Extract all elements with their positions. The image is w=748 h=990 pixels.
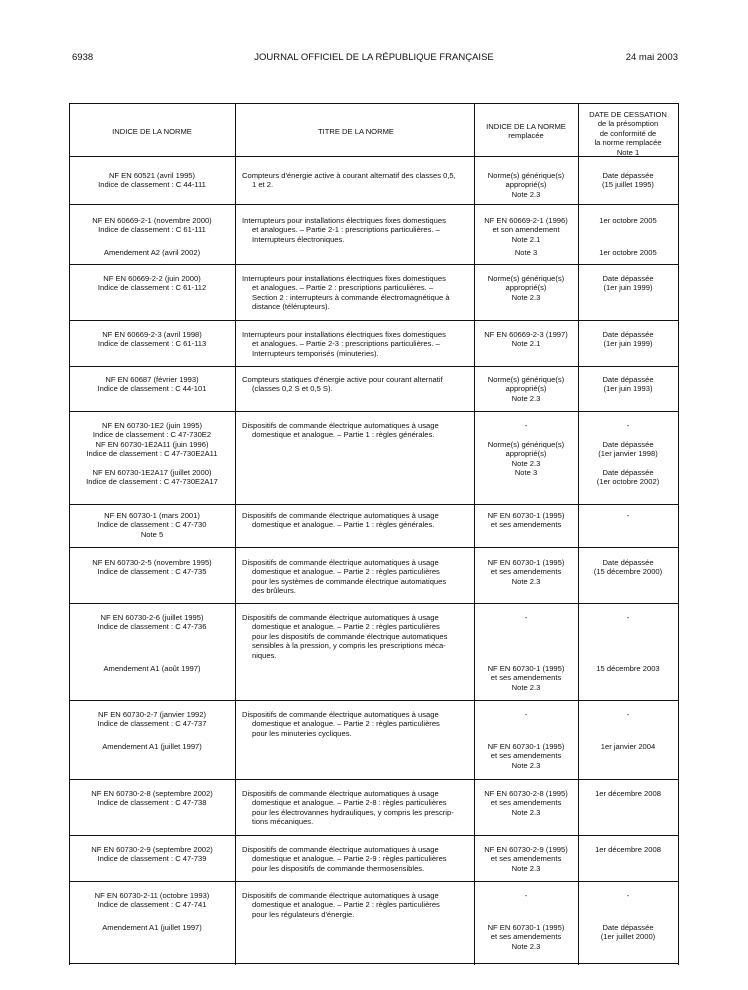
amendment-cessation-cell — [584, 248, 672, 257]
amendment-cessation-cell — [584, 923, 672, 942]
cessation-date-cell-line: (1er octobre 2002) — [596, 477, 660, 487]
replaced-standard-cell-line: Note 3 — [514, 468, 538, 478]
row-divider — [69, 320, 679, 321]
standard-title-cell-line: Dispositifs de commande électrique automatiques à usage — [242, 891, 439, 900]
replaced-standard-cell-line: et ses amendements — [490, 567, 562, 577]
replaced-standard-cell-line: - — [524, 710, 528, 719]
replaced-standard-cell-line: Note 2.3 — [511, 393, 541, 403]
col-header-remplacee-line: INDICE DE LA NORME — [486, 122, 566, 131]
cessation-date-cell-line: (1er juin 1999) — [603, 339, 653, 349]
standard-title-cell-line: pour les minuteries cycliques. — [252, 728, 352, 738]
standard-title-cell-line: et analogues. – Partie 2 : prescriptions particulières. – — [252, 283, 434, 293]
replaced-standard-cell — [478, 375, 574, 403]
amendment-replaced-cell-line: Note 2.3 — [511, 760, 541, 770]
replaced-standard-cell-line: Norme(s) générique(s) — [487, 439, 565, 449]
row-divider — [69, 603, 679, 604]
standard-index-cell-line: Indice de classement : C 47-741 — [97, 900, 207, 910]
cessation-date-cell-line: - — [626, 710, 630, 719]
standard-title-cell-line: pour les dispositifs de commande thermosensibles. — [252, 863, 425, 873]
standard-index-cell-line: NF EN 60730-2-8 (septembre 2002) — [91, 789, 213, 798]
standard-title-cell-line: domestique et analogue. – Partie 2 : règles particulières — [252, 567, 440, 577]
standard-index-cell-line: NF EN 60687 (février 1993) — [105, 375, 199, 384]
cessation-date-cell-line: (1er juin 1999) — [603, 283, 653, 293]
amendment-index-cell — [74, 742, 230, 751]
replaced-standard-cell — [478, 845, 574, 873]
standard-title-cell-line: Compteurs d'énergie active à courant alternatif des classes 0,5, — [242, 171, 456, 180]
standard-title-cell-line: Interrupteurs pour installations électriques fixes domestiques — [242, 274, 446, 283]
amendment-cessation-cell-line: 1er janvier 2004 — [600, 742, 656, 751]
cessation-date-cell — [584, 375, 672, 394]
col-header-cessation-line: DATE DE CESSATION — [589, 110, 667, 119]
replaced-standard-cell-line: approprié(s) — [505, 449, 547, 459]
cessation-date-cell-line: Date dépassée — [602, 274, 654, 283]
amendment-replaced-cell-line: Note 2.3 — [511, 941, 541, 951]
standard-title-cell-line: distance (télérupteurs). — [252, 302, 330, 312]
standard-title-cell — [242, 710, 470, 738]
standard-index-cell — [74, 171, 230, 190]
replaced-standard-cell-line: Note 2.3 — [511, 189, 541, 199]
row-divider — [69, 547, 679, 548]
replaced-standard-cell-line: et son amendement — [492, 225, 560, 235]
standard-title-cell — [242, 511, 470, 530]
standard-title-cell-line: domestique et analogue. – Partie 2 : règles particulières — [252, 622, 440, 632]
row-divider — [69, 700, 679, 701]
standard-title-cell-line: tions mécaniques. — [252, 817, 314, 827]
replaced-standard-cell-line: NF EN 60730-2-9 (1995) — [484, 845, 568, 854]
standard-index-cell-line: NF EN 60730-2-9 (septembre 2002) — [91, 845, 213, 854]
amendment-replaced-cell — [478, 248, 574, 257]
standard-title-cell-line: domestique et analogue. – Partie 2 : règles particulières — [252, 900, 440, 910]
page-number: 6938 — [72, 52, 94, 63]
standard-title-cell-line: Interrupteurs électroniques. — [252, 234, 345, 244]
cessation-date-cell — [584, 330, 672, 349]
replaced-standard-cell-line: approprié(s) — [505, 283, 547, 293]
replaced-standard-cell — [478, 171, 574, 199]
replaced-standard-cell-line: - — [524, 891, 528, 900]
amendment-replaced-cell — [478, 923, 574, 951]
standard-index-cell — [74, 710, 230, 729]
standard-title-cell — [242, 613, 470, 660]
standard-index-cell — [74, 421, 230, 487]
standard-index-cell — [74, 789, 230, 808]
amendment-replaced-cell-line: et ses amendements — [490, 673, 562, 683]
standard-title-cell-line: sensibles à la pression, y compris les prescriptions méca- — [252, 641, 446, 651]
standard-title-cell — [242, 558, 470, 596]
replaced-standard-cell-line: et ses amendements — [490, 854, 562, 864]
cessation-date-cell-line: Date dépassée — [602, 375, 654, 384]
replaced-standard-cell-line: NF EN 60730-1 (1995) — [487, 511, 565, 520]
standard-title-cell-line: Interrupteurs pour installations électriques fixes domestiques — [242, 216, 446, 225]
standard-index-cell-line: Indice de classement : C 47-730E2 — [92, 430, 212, 440]
standard-title-cell — [242, 216, 470, 244]
replaced-standard-cell — [478, 891, 574, 900]
amendment-index-cell — [74, 923, 230, 932]
standard-title-cell-line: (classes 0,2 S et 0,5 S). — [252, 384, 333, 394]
cessation-date-cell — [584, 558, 672, 577]
replaced-standard-cell — [478, 613, 574, 622]
cessation-date-cell-line: (15 décembre 2000) — [593, 567, 663, 577]
row-divider — [69, 881, 679, 882]
col-header-cessation-line: Note 1 — [616, 147, 640, 157]
amendment-replaced-cell-line: Note 3 — [514, 248, 538, 257]
replaced-standard-cell-line: Norme(s) générique(s) — [487, 274, 565, 283]
cessation-date-cell — [584, 789, 672, 798]
amendment-cessation-cell-line: 15 décembre 2003 — [596, 664, 660, 673]
amendment-index-cell — [74, 664, 230, 673]
cessation-date-cell — [584, 171, 672, 190]
replaced-standard-cell-line: Note 2.3 — [511, 863, 541, 873]
standard-title-cell — [242, 375, 470, 394]
standard-index-cell-line: NF EN 60730-1E2A11 (juin 1996) — [95, 439, 209, 449]
standard-title-cell-line: Dispositifs de commande électrique automatiques à usage — [242, 558, 439, 567]
amendment-replaced-cell — [478, 664, 574, 692]
cessation-date-cell — [584, 216, 672, 225]
standard-title-cell-line: Dispositifs de commande électrique automatiques à usage — [242, 710, 439, 719]
standard-index-cell-line: NF EN 60730-1 (mars 2001) — [104, 511, 200, 520]
amendment-replaced-cell-line: et ses amendements — [490, 932, 562, 942]
standard-index-cell-line — [74, 459, 230, 468]
cessation-date-cell-line: Date dépassée — [602, 439, 654, 449]
standard-index-cell — [74, 330, 230, 349]
amendment-replaced-cell-line: NF EN 60730-1 (1995) — [487, 923, 565, 932]
standard-title-cell-line: Interrupteurs temporisés (minuteries). — [252, 348, 379, 358]
cessation-date-cell-line: 1er décembre 2008 — [595, 845, 661, 854]
replaced-standard-cell — [478, 710, 574, 719]
standard-title-cell-line: pour les dispositifs de commande électrique automatiques — [252, 631, 448, 641]
standard-index-cell-line: Indice de classement : C 47-730 — [97, 520, 207, 530]
standard-index-cell-line: NF EN 60669-2-2 (juin 2000) — [103, 274, 201, 283]
standard-title-cell-line: pour les régulateurs d'énergie. — [252, 909, 355, 919]
cessation-date-cell — [584, 891, 672, 900]
standard-title-cell-line: Dispositifs de commande électrique automatiques à usage — [242, 421, 439, 430]
cessation-date-cell — [584, 845, 672, 854]
cessation-date-cell-line — [584, 430, 672, 439]
cessation-date-cell-line — [584, 459, 672, 468]
standard-title-cell-line: et analogues. – Partie 2-3 : prescriptions particulières. – — [252, 339, 440, 349]
standard-title-cell — [242, 789, 470, 827]
replaced-standard-cell — [478, 274, 574, 302]
standard-index-cell-line: Indice de classement : C 61-112 — [97, 283, 207, 293]
col-header-cessation — [584, 110, 672, 157]
standard-title-cell-line: niques. — [252, 650, 277, 660]
cessation-date-cell-line: - — [626, 421, 630, 430]
standard-title-cell — [242, 171, 470, 190]
cessation-date-cell — [584, 421, 672, 487]
replaced-standard-cell-line: approprié(s) — [505, 180, 547, 190]
row-divider — [69, 411, 679, 412]
standard-title-cell-line: domestique et analogue. – Partie 2 : règles particulières — [252, 719, 440, 729]
standard-index-cell — [74, 558, 230, 577]
journal-title: JOURNAL OFFICIEL DE LA RÉPUBLIQUE FRANÇAISE — [254, 52, 494, 63]
replaced-standard-cell-line: approprié(s) — [505, 384, 547, 394]
standard-title-cell-line: 1 et 2. — [252, 180, 274, 190]
amendment-index-cell-line: Amendement A1 (août 1997) — [103, 664, 201, 673]
standard-index-cell-line: NF EN 60730-1E2 (juin 1995) — [101, 421, 203, 430]
cessation-date-cell-line: - — [626, 511, 630, 520]
standard-index-cell — [74, 216, 230, 235]
standard-title-cell-line: domestique et analogue. – Partie 2-9 : règles particulières — [252, 854, 447, 864]
replaced-standard-cell-line: Note 2.1 — [511, 234, 541, 244]
cessation-date-cell-line: 1er décembre 2008 — [595, 789, 661, 798]
standard-index-cell-line: Indice de classement : C 47-730E2A17 — [86, 477, 218, 487]
cessation-date-cell-line: (1er juin 1993) — [603, 384, 653, 394]
cessation-date-cell-line: (15 juillet 1995) — [602, 180, 654, 190]
standard-title-cell-line: Interrupteurs pour installations électriques fixes domestiques — [242, 330, 446, 339]
row-divider — [69, 963, 679, 964]
amendment-cessation-cell-line: (1er juillet 2000) — [600, 932, 656, 942]
standard-title-cell-line: pour les systèmes de commande électrique automatiques — [252, 576, 447, 586]
replaced-standard-cell-line: - — [524, 613, 528, 622]
replaced-standard-cell-line: NF EN 60669-2-1 (1996) — [484, 216, 568, 225]
cessation-date-cell — [584, 274, 672, 293]
replaced-standard-cell-line: Norme(s) générique(s) — [487, 375, 565, 384]
standard-index-cell-line: NF EN 60730-2-6 (juillet 1995) — [100, 613, 204, 622]
col-header-cessation-line: la norme remplacée — [594, 138, 662, 148]
standard-index-cell-line: Note 5 — [140, 529, 164, 539]
replaced-standard-cell-line: Note 2.3 — [511, 576, 541, 586]
replaced-standard-cell-line: NF EN 60730-2-8 (1995) — [484, 789, 568, 798]
standard-index-cell-line: Indice de classement : C 47-737 — [97, 719, 207, 729]
replaced-standard-cell — [478, 330, 574, 349]
standard-title-cell-line: Dispositifs de commande électrique automatiques à usage — [242, 789, 439, 798]
standard-index-cell-line: Indice de classement : C 47-736 — [97, 622, 207, 632]
replaced-standard-cell-line: Note 2.3 — [511, 292, 541, 302]
standard-index-cell-line: NF EN 60730-2-11 (octobre 1993) — [94, 891, 210, 900]
cessation-date-cell — [584, 511, 672, 520]
amendment-index-cell — [74, 248, 230, 257]
standard-title-cell — [242, 891, 470, 919]
cessation-date-cell-line: (1er janvier 1998) — [598, 449, 658, 459]
amendment-cessation-cell-line: 1er octobre 2005 — [599, 248, 657, 257]
cessation-date-cell-line: Date dépassée — [602, 558, 654, 567]
amendment-cessation-cell — [584, 742, 672, 751]
standard-title-cell — [242, 330, 470, 358]
cessation-date-cell — [584, 613, 672, 622]
standard-title-cell-line: Dispositifs de commande électrique automatiques à usage — [242, 613, 439, 622]
cessation-date-cell-line: - — [626, 891, 630, 900]
amendment-cessation-cell — [584, 664, 672, 673]
row-divider — [69, 835, 679, 836]
standard-index-cell-line: NF EN 60730-2-7 (janvier 1992) — [97, 710, 207, 719]
amendment-replaced-cell-line: NF EN 60730-1 (1995) — [487, 742, 565, 751]
replaced-standard-cell-line: - — [524, 421, 528, 430]
col-header-cessation-line: de conformité de — [599, 128, 657, 138]
standard-index-cell-line: Indice de classement : C 44-101 — [97, 384, 207, 394]
standard-index-cell-line: Indice de classement : C 47-730E2A11 — [86, 449, 218, 459]
row-divider — [69, 366, 679, 367]
standard-title-cell-line: domestique et analogue. – Partie 1 : règles générales. — [252, 520, 435, 530]
replaced-standard-cell — [478, 558, 574, 586]
row-divider — [69, 779, 679, 780]
standard-index-cell — [74, 274, 230, 293]
standard-index-cell-line: NF EN 60730-2-5 (novembre 1995) — [92, 558, 212, 567]
standard-title-cell-line: Dispositifs de commande électrique automatiques à usage — [242, 511, 439, 520]
standard-index-cell-line: Indice de classement : C 44-111 — [98, 180, 206, 190]
replaced-standard-cell-line: NF EN 60730-1 (1995) — [487, 558, 565, 567]
cessation-date-cell-line: - — [626, 613, 630, 622]
row-divider — [69, 103, 679, 104]
amendment-index-cell-line: Amendement A1 (juillet 1997) — [102, 923, 202, 932]
amendment-replaced-cell-line: Note 2.3 — [511, 682, 541, 692]
standard-index-cell-line: Indice de classement : C 47-735 — [97, 567, 207, 577]
standard-index-cell-line: Indice de classement : C 61-111 — [98, 225, 206, 235]
standard-title-cell-line: Compteurs statiques d'énergie active pour courant alternatif — [242, 375, 443, 384]
row-divider — [69, 504, 679, 505]
cessation-date-cell-line: Date dépassée — [602, 468, 654, 478]
standard-index-cell-line: Indice de classement : C 47-738 — [97, 798, 207, 808]
standard-index-cell — [74, 613, 230, 632]
standard-title-cell-line: Dispositifs de commande électrique automatiques à usage — [242, 845, 439, 854]
cessation-date-cell-line: Date dépassée — [602, 171, 654, 180]
standard-title-cell-line: pour les électrovannes hydrauliques, y compris les prescrip- — [252, 807, 454, 817]
col-header-indice: INDICE DE LA NORME — [112, 127, 192, 136]
replaced-standard-cell-line: Note 2.3 — [511, 807, 541, 817]
replaced-standard-cell-line: Norme(s) générique(s) — [487, 171, 565, 180]
replaced-standard-cell-line: et ses amendements — [490, 798, 562, 808]
replaced-standard-cell-line: et ses amendements — [490, 520, 562, 530]
standard-title-cell-line: Section 2 : interrupteurs à commande électromagnétique à — [252, 292, 450, 302]
standard-index-cell-line: Indice de classement : C 61-113 — [97, 339, 207, 349]
amendment-replaced-cell-line: et ses amendements — [490, 751, 562, 761]
col-header-cessation-line: de la présomption — [597, 119, 659, 129]
standard-index-cell — [74, 845, 230, 864]
standard-index-cell-line: NF EN 60669-2-3 (avril 1998) — [102, 330, 202, 339]
standard-title-cell-line: et analogues. – Partie 2-1 : prescriptions particulières. – — [252, 225, 440, 235]
amendment-replaced-cell-line: NF EN 60730-1 (1995) — [487, 664, 565, 673]
amendment-index-cell-line: Amendement A2 (avril 2002) — [103, 248, 201, 257]
cessation-date-cell-line: Date dépassée — [602, 330, 654, 339]
replaced-standard-cell-line: NF EN 60669-2-3 (1997) — [484, 330, 568, 339]
standard-index-cell-line: NF EN 60669-2-1 (novembre 2000) — [92, 216, 212, 225]
standard-title-cell — [242, 845, 470, 873]
amendment-replaced-cell — [478, 742, 574, 770]
col-header-remplacee — [478, 122, 574, 141]
cessation-date-cell-line: 1er octobre 2005 — [599, 216, 657, 225]
standard-index-cell-line: NF EN 60521 (avril 1995) — [108, 171, 196, 180]
standard-index-cell — [74, 375, 230, 394]
standard-index-cell-line: Indice de classement : C 47-739 — [97, 854, 207, 864]
row-divider — [69, 264, 679, 265]
standard-title-cell — [242, 274, 470, 312]
amendment-cessation-cell-line: Date dépassée — [602, 923, 654, 932]
standard-index-cell — [74, 891, 230, 910]
col-header-titre: TITRE DE LA NORME — [318, 127, 394, 136]
cessation-date-cell — [584, 710, 672, 719]
amendment-index-cell-line: Amendement A1 (juillet 1997) — [102, 742, 202, 751]
replaced-standard-cell — [478, 216, 574, 244]
replaced-standard-cell — [478, 421, 574, 477]
standard-title-cell-line: domestique et analogue. – Partie 2-8 : règles particulières — [252, 798, 447, 808]
replaced-standard-cell — [478, 789, 574, 817]
col-header-remplacee-line: remplacée — [508, 131, 544, 141]
standard-title-cell — [242, 421, 470, 440]
standard-title-cell-line: domestique et analogue. – Partie 1 : règles générales. — [252, 430, 435, 440]
replaced-standard-cell-line: Note 2.3 — [511, 458, 541, 468]
row-divider — [69, 204, 679, 205]
replaced-standard-cell-line — [478, 430, 574, 439]
replaced-standard-cell-line: Note 2.1 — [511, 339, 541, 349]
publication-date: 24 mai 2003 — [625, 52, 678, 63]
standard-title-cell-line: des brûleurs. — [252, 586, 296, 596]
replaced-standard-cell — [478, 511, 574, 530]
standard-index-cell — [74, 511, 230, 539]
standard-index-cell-line: NF EN 60730-1E2A17 (juillet 2000) — [92, 468, 212, 478]
